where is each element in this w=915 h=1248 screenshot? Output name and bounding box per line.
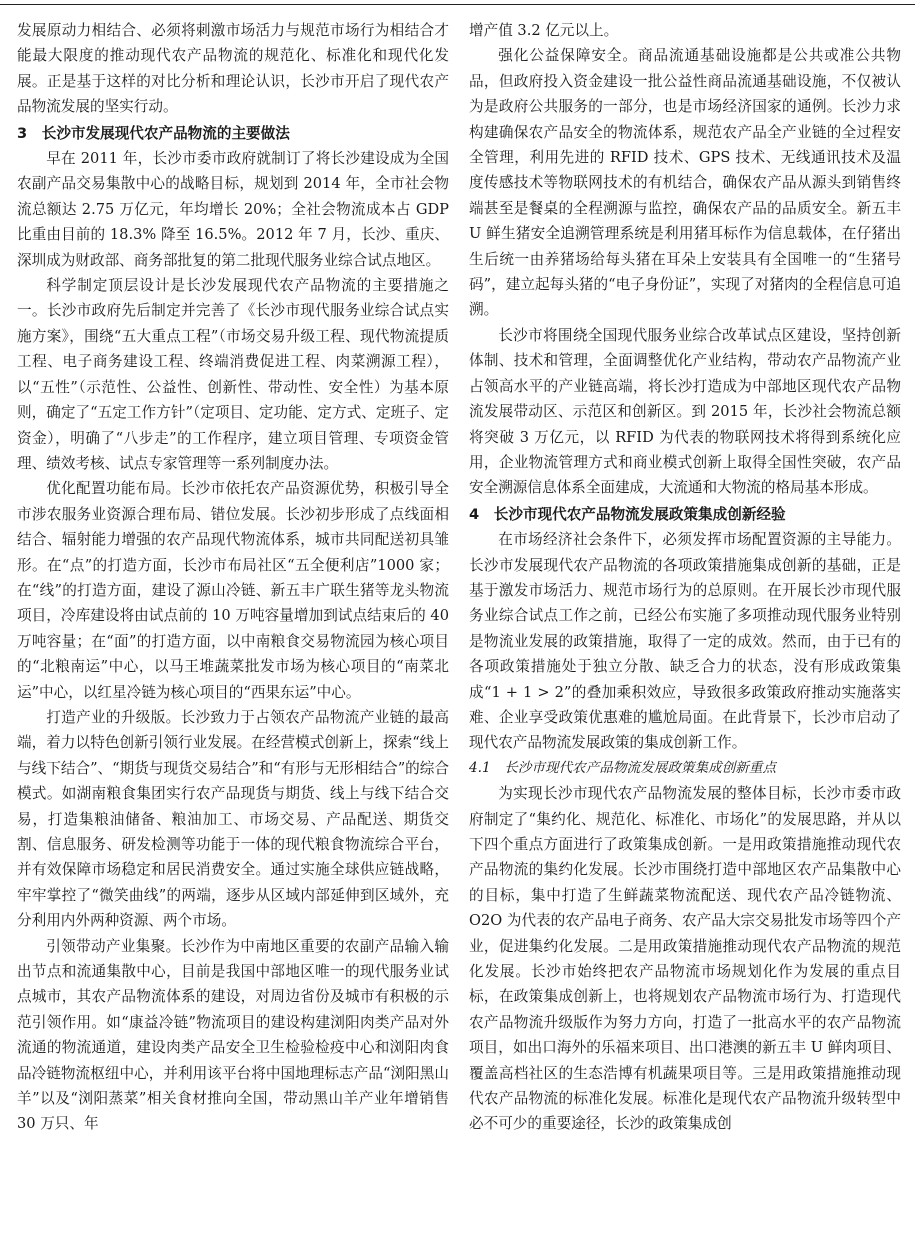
- right-continuation-paragraph: 增产值 3.2 亿元以上。: [469, 22, 619, 39]
- left-paragraph-1: 早在 2011 年，长沙市委市政府就制订了将长沙建设成为全国农副产品交易集散中心的战略目标，规划到 2014 年，全市社会物流总额达 2.75 万亿元，年均增长 20%；全社会物流成本占 GDP 比重由目前的 18.3% 降至 16.5%。2012 年 7 月，长沙、重庆、深圳成为财政部、商务部批复的第二批现代服务业综合试点地区。: [17, 150, 449, 269]
- right-paragraph-3: 在市场经济社会条件下，必须发挥市场配置资源的主导能力。长沙市发展现代农产品物流的各项政策措施集成创新的基础，正是基于激发市场活力、规范市场行为的总原则。在开展长沙市现代服务业综合试点工作之前，已经公布实施了多项推动现代服务业特别是物流业发展的政策措施，取得了一定的成效。然而，由于已有的各项政策措施处于独立分散、缺乏合力的状态，没有形成政策集成“1 + 1 > 2”的叠加乘积效应，导致很多政策政府推动实施落实难、企业享受政策优惠难的尴尬局面。在此背景下，长沙市启动了现代农产品物流发展政策的集成创新工作。: [469, 531, 901, 752]
- section-4-1-heading: 4.1 长沙市现代农产品物流发展政策集成创新重点: [469, 759, 777, 776]
- left-paragraph-4: 打造产业的升级版。长沙致力于占领农产品物流产业链的最高端，着力以特色创新引领行业发展。在经营模式创新上，探索“线上与线下结合”、“期货与现货交易结合”和“有形与无形相结合”的综合模式。如湖南粮食集团实行农产品现货与期货、线上与线下结合交易，打造集粮油储备、粮油加工、市场交易、产品配送、期货交割、信息服务、研发检测等功能于一体的现代粮食物流综合平台，并有效保障市场稳定和居民消费安全。通过实施全球供应链战略，牢牢掌控了“微笑曲线”的两端，逐步从区域内部延伸到区域外，充分利用内外两种资源、两个市场。: [17, 708, 449, 930]
- right-paragraph-4: 为实现长沙市现代农产品物流发展的整体目标，长沙市委市政府制定了“集约化、规范化、标准化、市场化”的发展思路，并从以下四个重点方面进行了政策集成创新。一是用政策措施推动现代农产品物流的集约化发展。长沙市围绕打造中部地区农产品集散中心的目标，集中打造了生鲜蔬菜物流配送、现代农产品冷链物流、O2O 为代表的农产品电子商务、农产品大宗交易批发市场等四个产业，促进集约化发展。二是用政策措施推动现代农产品物流的规范化发展。长沙市始终把农产品物流市场规划化作为发展的重点目标，在政策集成创新上，也将规划农产品物流市场行为、打造现代农产品物流升级版作为努力方向，打造了一批高水平的农产品物流项目，如出口海外的乐福来项目、出口港澳的新五丰 U 鲜肉项目、覆盖高档社区的生态浩博有机蔬果项目等。三是用政策措施推动现代农产品物流的标准化发展。标准化是现代农产品物流升级转型中必不可少的重要途径，长沙的政策集成创: [469, 785, 901, 1133]
- right-paragraph-2: 长沙市将围绕全国现代服务业综合改革试点区建设，坚持创新体制、技术和管理，全面调整优化产业结构，带动农产品物流产业占领高水平的产业链高端，将长沙打造成为中部地区现代农产品物流发展带动区、示范区和创新区。到 2015 年，长沙社会物流总额将突破 3 万亿元，以 RFID 为代表的物联网技术将得到系统化应用，企业物流管理方式和商业模式创新上取得全国性突破，农产品安全溯源信息体系全面建成，大流通和大物流的格局基本形成。: [469, 326, 901, 497]
- left-paragraph-5: 引领带动产业集聚。长沙作为中南地区重要的农副产品输入输出节点和流通集散中心，目前是我国中部地区唯一的现代服务业试点城市，其农产品物流体系的建设，对周边省份及城市有积极的示范引领作用。如“康益冷链”物流项目的建设构建浏阳肉类产品对外流通的物流通道，建设肉类产品安全卫生检验检疫中心和浏阳肉食品冷链物流枢纽中心，并利用该平台将中国地理标志产品“浏阳黑山羊”以及“浏阳蒸菜”相关食材推向全国，带动黑山羊产业年增销售 30 万只、年: [17, 937, 449, 1133]
- left-column: [17, 18, 449, 1137]
- left-paragraph-3: 优化配置功能布局。长沙市依托农产品资源优势，积极引导全市涉农服务业资源合理布局、错位发展。长沙初步形成了点线面相结合、辐射能力增强的农产品现代物流体系，城市共同配送初具雏形。在“点”的打造方面，长沙市布局社区“五全便利店”1000 家；在“线”的打造方面，建设了源山冷链、新五丰广联生猪等龙头物流项目，冷库建设将由试点前的 10 万吨容量增加到试点结束后的 40 万吨容量；在“面”的打造方面，以中南粮食交易物流园为核心项目的“北粮南运”中心，以马王堆蔬菜批发市场为核心项目的“南菜北运”中心，以红星冷链为核心项目的“西果东运”中心。: [17, 480, 449, 701]
- left-continuation-paragraph: 发展原动力相结合、必须将刺激市场活力与规范市场行为相结合才能最大限度的推动现代农产品物流的规范化、标准化和现代化发展。正是基于这样的对比分析和理论认识，长沙市开启了现代农产品物流发展的坚实行动。: [17, 22, 449, 116]
- section-3-heading: 3 长沙市发展现代农产品物流的主要做法: [17, 124, 290, 142]
- header-rule: [0, 4, 915, 5]
- right-column: [469, 18, 901, 1137]
- right-paragraph-1: 强化公益保障安全。商品流通基础设施都是公共或准公共物品，但政府投入资金建设一批公益性商品流通基础设施，不仅被认为是政府公共服务的一部分，也是市场经济国家的通例。长沙力求构建确保农产品安全的物流体系，规范农产品全产业链的全过程安全管理，利用先进的 RFID 技术、GPS 技术、无线通讯技术及温度传感技术等物联网技术的有机结合，确保农产品从源头到销售终端甚至是餐桌的全程溯源与监控，确保农产品的品质安全。新五丰 U 鲜生猪安全追溯管理系统是利用猪耳标作为信息载体，在仔猪出生后统一由养猪场给每头猪在耳朵上安装具有全国唯一的“生猪号码”，建立起每头猪的“电子身份证”，实现了对猪肉的全程信息可追溯。: [469, 47, 901, 319]
- section-4-heading: 4 长沙市现代农产品物流发展政策集成创新经验: [469, 505, 786, 523]
- left-paragraph-2: 科学制定顶层设计是长沙发展现代农产品物流的主要措施之一。长沙市政府先后制定并完善了《长沙市现代服务业综合试点实施方案》，围绕“五大重点工程”（市场交易升级工程、现代物流提质工程、电子商务建设工程、终端消费促进工程、肉菜溯源工程），以“五性”（示范性、公益性、创新性、带动性、安全性）为基本原则，确定了“五定工作方针”（定项目、定功能、定方式、定班子、定资金），明确了“八步走”的工作程序，建立项目管理、专项资金管理、绩效考核、试点专家管理等一系列制度办法。: [17, 277, 449, 472]
